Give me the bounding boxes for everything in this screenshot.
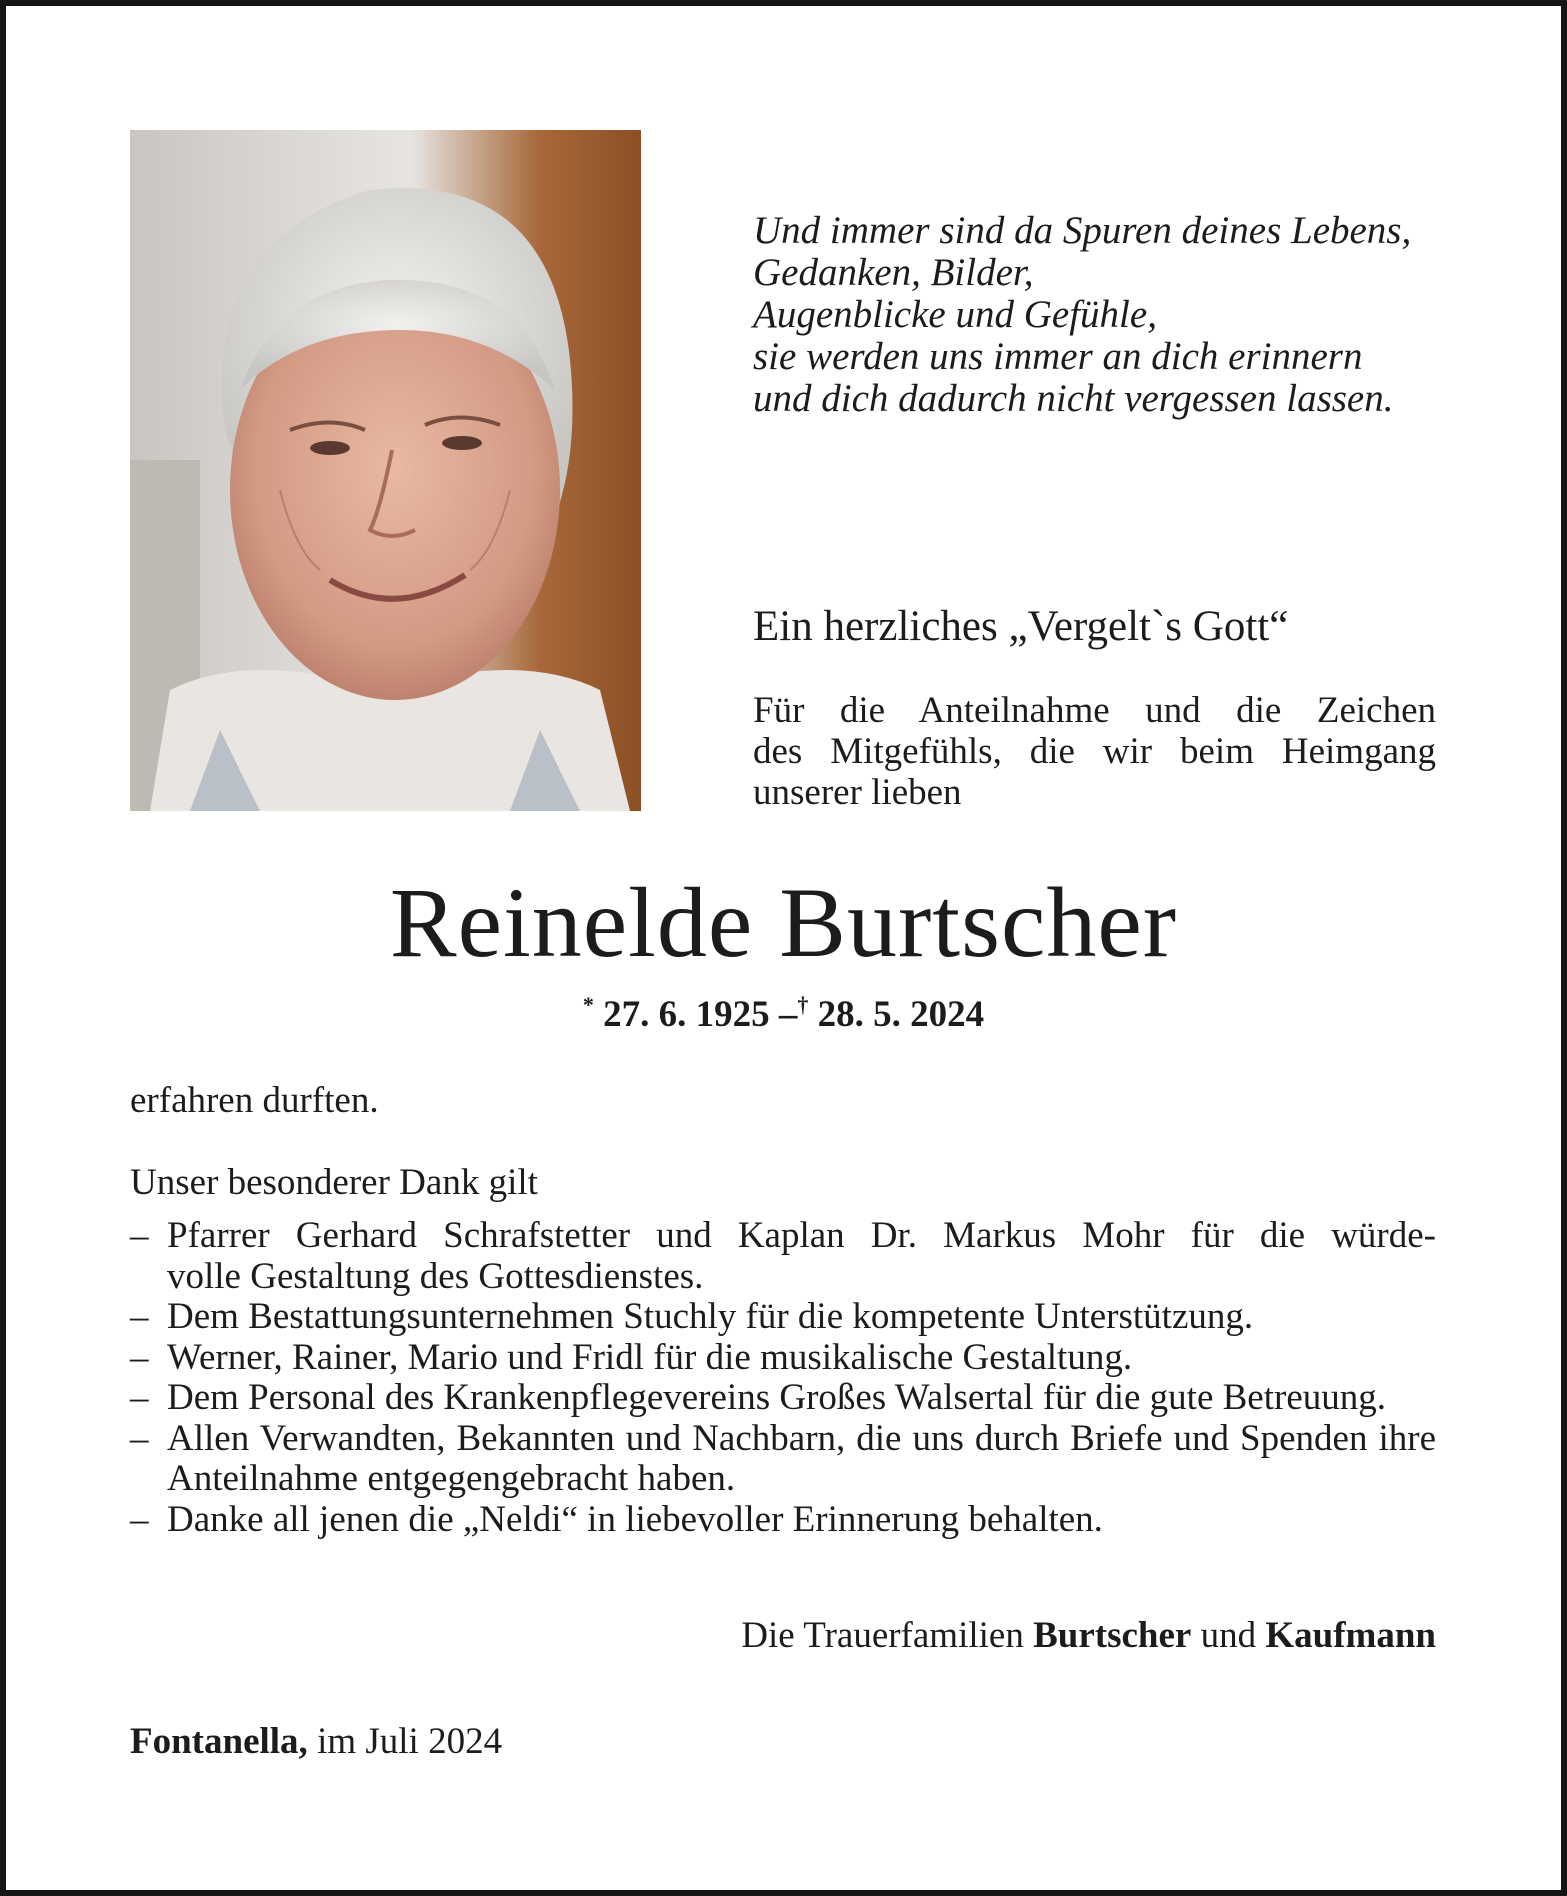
life-dates: [0, 993, 1567, 1037]
list-item-text: Danke all jenen die „Neldi“ in liebevoller Erinnerung behalten.: [167, 1498, 1103, 1540]
continuation-text: erfahren durften.: [130, 1080, 379, 1121]
list-item-text: Allen Verwandten, Bekannten und Nachbarn, die uns durch Briefe und Spenden ihre Anteilnahme entgegengebracht haben.: [167, 1417, 1436, 1499]
list-item: [130, 1297, 1436, 1338]
list-item: [130, 1378, 1436, 1419]
birth-symbol: *: [582, 992, 594, 1017]
list-item-text: Dem Personal des Krankenpflegevereins Großes Walsertal für die gute Betreuung.: [167, 1377, 1386, 1418]
gratitude-list: [130, 1216, 1436, 1540]
birth-date: 27. 6. 1925: [603, 994, 770, 1035]
list-item-text: Werner, Rainer, Mario und Fridl für die musikalische Gestaltung.: [167, 1336, 1133, 1378]
list-dash: –: [130, 1336, 149, 1378]
list-item-text: Dem Bestattungsunternehmen Stuchly für die kompetente Unterstützung.: [167, 1296, 1254, 1337]
thanks-intro: [753, 690, 1436, 813]
place: Fontanella,: [130, 1721, 308, 1762]
list-item: [130, 1216, 1436, 1297]
date-separator: –: [778, 994, 798, 1035]
list-dash: –: [130, 1215, 149, 1256]
list-item: [130, 1338, 1436, 1379]
list-dash: –: [130, 1377, 149, 1418]
intro-line: Für die Anteilnahme und die Zeichen: [753, 690, 1436, 731]
portrait-illustration: [130, 130, 641, 811]
intro-line: unserer lieben: [753, 772, 962, 813]
deceased-name: Reinelde Burtscher: [389, 867, 1178, 978]
gratitude-intro: Unser besonderer Dank gilt: [130, 1162, 538, 1203]
list-item-line: volle Gestaltung des Gottesdienstes.: [167, 1255, 704, 1297]
list-dash: –: [130, 1498, 149, 1540]
poem-line: sie werden uns immer an dich erinnern: [753, 335, 1363, 378]
signature-prefix: Die Trauerfamilien: [741, 1615, 1024, 1656]
family-signature: [741, 1614, 1436, 1658]
list-dash: –: [130, 1417, 149, 1459]
signature-conjunction: und: [1200, 1615, 1257, 1656]
family-name-2: Kaufmann: [1265, 1615, 1436, 1656]
thanks-heading: Ein herzliches „Vergelt`s Gott“: [753, 603, 1289, 650]
list-item-line: Pfarrer Gerhard Schrafstetter und Kaplan Dr. Markus Mohr für die würde-: [167, 1215, 1436, 1256]
portrait-photo: [130, 130, 641, 811]
list-item-text: [167, 1216, 1436, 1257]
family-name-1: Burtscher: [1033, 1615, 1192, 1656]
poem-line: Gedanken, Bilder,: [753, 251, 1034, 294]
list-item: [130, 1500, 1436, 1541]
date: im Juli 2024: [317, 1721, 503, 1762]
poem-line: und dich dadurch nicht vergessen lassen.: [753, 377, 1394, 420]
place-and-date: [130, 1720, 502, 1764]
list-dash: –: [130, 1296, 149, 1337]
list-item: [130, 1419, 1436, 1500]
poem-line: Und immer sind da Spuren deines Lebens,: [753, 209, 1412, 252]
death-symbol: †: [797, 992, 809, 1017]
death-date: 28. 5. 2024: [817, 994, 985, 1035]
intro-line: des Mitgefühls, die wir beim Heimgang: [753, 731, 1436, 772]
poem-line: Augenblicke und Gefühle,: [753, 293, 1157, 336]
memorial-poem: [753, 210, 1473, 420]
